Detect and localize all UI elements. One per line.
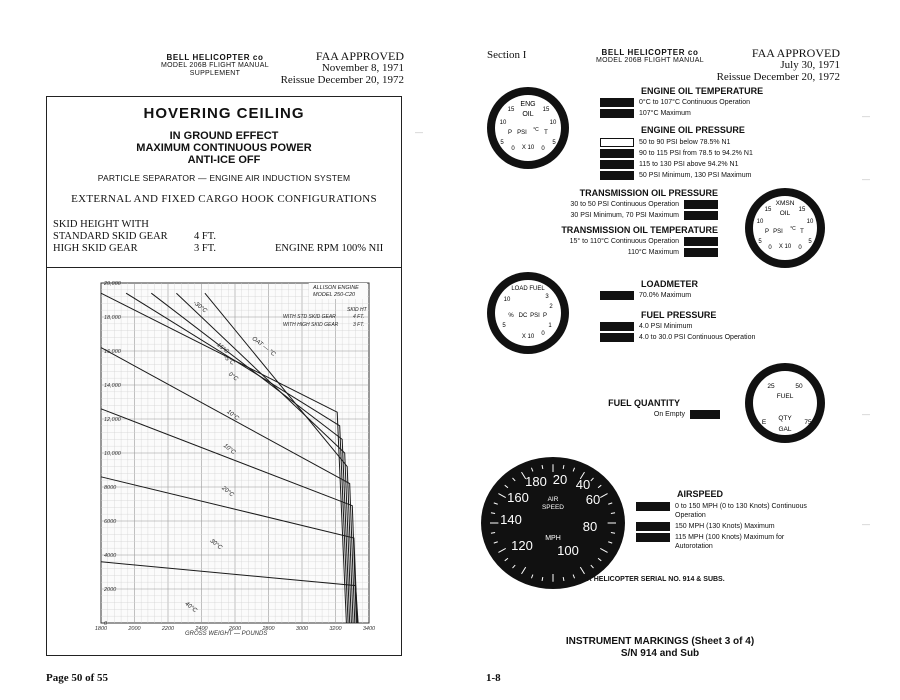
std-skid-note: WITH STD SKID GEAR <box>283 314 336 320</box>
high-skid-note-val: 3 FT. <box>353 322 365 328</box>
y-tick-label: 6000 <box>104 519 117 525</box>
trans-press-r1: 30 to 50 PSI Continuous Operation <box>570 201 679 208</box>
engine-rpm: ENGINE RPM 100% NII <box>275 243 384 254</box>
left-footer-page: Page 50 of 55 <box>46 672 109 684</box>
chart-grid <box>101 283 369 623</box>
fuel-quantity-title: FUEL QUANTITY <box>608 398 680 408</box>
std-gear-label: STANDARD SKID GEAR <box>53 231 168 242</box>
xmsn-gauge-rr: T <box>800 229 804 235</box>
particle-separator: PARTICLE SEPARATOR — ENGINE AIR INDUCTION SYSTEM <box>97 173 351 183</box>
air-label-1: AIR <box>547 496 559 503</box>
fuel-press-swatch-1 <box>600 322 634 331</box>
trans-temp-r2: 110°C Maximum <box>627 249 679 256</box>
eng-press-r4: 50 PSI Minimum, 130 PSI Maximum <box>639 172 752 179</box>
section-label: Section I <box>487 49 527 61</box>
loadmeter-swatch <box>600 291 634 300</box>
xmsn-gauge-n6: 5 <box>808 239 812 245</box>
series-label-0: -30°C <box>191 300 208 315</box>
hovering-ceiling-chart <box>47 269 401 655</box>
loadmeter-title: LOADMETER <box>641 279 698 289</box>
eng-temp-swatch-1 <box>600 98 634 107</box>
airspeed-r3b: Autorotation <box>675 543 713 550</box>
eng-gauge-mid: OIL <box>522 111 534 118</box>
x-tick-label: 2000 <box>128 626 141 632</box>
load-gauge-bot: X 10 <box>521 334 535 340</box>
high-gear-value: 3 FT. <box>194 243 216 254</box>
trans-temp-swatch-2 <box>684 248 718 257</box>
airspeed-r1b: Operation <box>675 512 706 519</box>
y-tick-label: 16,000 <box>104 349 121 355</box>
trans-press-swatch-2 <box>684 211 718 220</box>
xmsn-gauge-n7: 0 <box>768 245 772 251</box>
right-header-block <box>590 49 710 65</box>
eng-gauge-top: ENG <box>520 101 536 108</box>
x-tick-label: 3000 <box>295 626 309 632</box>
eng-gauge-n7: 0 <box>511 146 515 152</box>
xmsn-gauge-c: PSI <box>773 229 783 235</box>
xmsn-gauge-l: P <box>764 229 770 235</box>
trans-oil-temp-block <box>500 225 718 257</box>
skid-ht-annotation: SKID HT <box>347 307 367 313</box>
series-label-7: 20°C <box>220 485 235 499</box>
sub-anti-ice: ANTI-ICE OFF <box>187 154 261 166</box>
fuel-qty-r1: On Empty <box>653 411 685 418</box>
air-n-60: 60 <box>585 492 601 507</box>
fuel-gauge-n4: E <box>761 419 767 426</box>
y-tick-label: 12,000 <box>104 417 121 423</box>
binder-mark: — <box>415 128 423 137</box>
xmsn-gauge-n8: 0 <box>798 245 802 251</box>
right-header-manual: MODEL 206B FLIGHT MANUAL <box>596 57 704 64</box>
fuel-qty-swatch <box>690 410 720 419</box>
airspeed-r3: 115 MPH (100 Knots) Maximum for <box>675 534 785 541</box>
eng-press-swatch-3 <box>600 160 634 169</box>
left-header-supplement: SUPPLEMENT <box>189 70 241 77</box>
series-label-4: 0°C <box>227 371 239 383</box>
engine-oil-pressure-block <box>600 125 790 180</box>
engine-annotation-2: MODEL 250-C20 <box>313 292 356 298</box>
right-faa-block <box>700 47 840 83</box>
binder-mark: — <box>862 410 870 419</box>
trans-press-r2: 30 PSI Minimum, 70 PSI Maximum <box>570 212 679 219</box>
eng-gauge-bot: X 10 <box>521 145 535 151</box>
x-tick-label: 3400 <box>362 626 376 632</box>
series-label-2: -15°C <box>213 341 230 356</box>
binder-mark: — <box>862 520 870 529</box>
skid-height-label: SKID HEIGHT WITH <box>53 219 149 230</box>
eng-gauge-n4: 10 <box>549 120 557 126</box>
y-tick-label: 20,000 <box>104 281 121 287</box>
engine-oil-temp-block <box>600 86 770 118</box>
load-gauge-n1: 10 <box>503 297 511 303</box>
eng-temp-swatch-2 <box>600 109 634 118</box>
eng-press-r3: 115 to 130 PSI above 94.2% N1 <box>639 161 739 168</box>
std-gear-value: 4 FT. <box>194 231 216 242</box>
xmsn-gauge-top: XMSN <box>775 200 795 207</box>
fuel-quantity-gauge <box>744 362 826 444</box>
trans-temp-r1: 15° to 110°C Continuous Operation <box>569 238 679 245</box>
xmsn-gauge-n2: 15 <box>798 207 806 213</box>
fuel-gauge-n3: 75 <box>804 419 812 426</box>
eng-gauge-n8: 0 <box>541 146 545 152</box>
y-tick-label: 2000 <box>104 587 117 593</box>
engine-oil-pressure-title: ENGINE OIL PRESSURE <box>641 125 745 135</box>
high-gear-label: HIGH SKID GEAR <box>53 243 138 254</box>
x-tick-label: 2600 <box>228 626 242 632</box>
load-gauge-top: LOAD FUEL <box>511 286 545 292</box>
eng-gauge-n5: 5 <box>500 140 504 146</box>
y-tick-label: 18,000 <box>104 315 121 321</box>
loadmeter-fuel-pressure-gauge <box>486 271 570 355</box>
trans-temp-swatch-1 <box>684 237 718 246</box>
eng-gauge-r: °C <box>533 127 539 133</box>
load-gauge-r: PSI <box>530 313 540 319</box>
left-faa-date2: Reissue December 20, 1972 <box>280 74 404 86</box>
airspeed-tick <box>491 533 495 534</box>
right-faa-date2: Reissue December 20, 1972 <box>716 71 840 83</box>
load-gauge-n4: 5 <box>502 323 506 329</box>
y-tick-label: 4000 <box>104 553 117 559</box>
airspeed-r1: 0 to 150 MPH (0 to 130 Knots) Continuous <box>675 503 807 510</box>
eng-gauge-l: P <box>507 130 513 136</box>
y-tick-label: 14,000 <box>104 383 121 389</box>
eng-gauge-n1: 15 <box>507 107 515 113</box>
x-axis-label: GROSS WEIGHT — POUNDS <box>185 631 268 637</box>
series-label-9: 40°C <box>183 601 198 615</box>
fuel-press-r2: 4.0 to 30.0 PSI Continuous Operation <box>639 334 756 341</box>
load-gauge-n5: 1 <box>548 323 552 329</box>
figure-caption-1: INSTRUMENT MARKINGS (Sheet 3 of 4) <box>565 636 755 647</box>
fuel-gauge-n1: 25 <box>767 383 775 390</box>
fuel-pressure-title: FUEL PRESSURE <box>641 310 717 320</box>
hovering-ceiling-box <box>46 96 402 656</box>
engine-annotation-1: ALLISON ENGINE <box>313 285 359 291</box>
eng-press-swatch-2 <box>600 149 634 158</box>
left-header-block <box>160 54 270 78</box>
right-faa-date1: July 30, 1971 <box>780 59 840 71</box>
xmsn-gauge-n3: 10 <box>756 219 764 225</box>
left-header-manual: MODEL 206B FLIGHT MANUAL <box>161 62 269 69</box>
eng-temp-r1: 0°C to 107°C Continuous Operation <box>639 99 751 106</box>
y-tick-label: 10,000 <box>104 451 121 457</box>
eng-press-swatch-1 <box>600 138 634 147</box>
fuel-press-swatch-2 <box>600 333 634 342</box>
airspeed-block <box>636 489 836 551</box>
eng-gauge-n6: 5 <box>552 140 556 146</box>
fuel-gauge-top: FUEL <box>776 393 794 400</box>
trans-oil-pressure-block <box>500 188 718 220</box>
fuel-pressure-block <box>600 310 800 342</box>
eng-press-r1: 50 to 90 PSI below 78.5% N1 <box>639 139 731 146</box>
right-header-company: BELL HELICOPTER co <box>601 48 699 57</box>
x-tick-label: 1800 <box>94 626 108 632</box>
left-header-company: BELL HELICOPTER co <box>166 53 264 62</box>
fuel-press-r1: 4.0 PSI Minimum <box>639 323 693 330</box>
binder-mark: — <box>862 175 870 184</box>
right-page-number: 1-8 <box>486 672 501 684</box>
airspeed-swatch-2 <box>636 522 670 531</box>
series-label-3: -5°C <box>222 354 236 367</box>
airspeed-tick <box>611 513 615 514</box>
sub-max-power: MAXIMUM CONTINUOUS POWER <box>136 142 312 154</box>
engine-oil-gauge <box>486 86 570 170</box>
binder-mark: — <box>862 112 870 121</box>
sub-ground-effect: IN GROUND EFFECT <box>169 130 279 142</box>
chart-title: HOVERING CEILING <box>143 105 305 122</box>
series-label-1: OAT — °C <box>250 335 277 358</box>
air-label-2: SPEED <box>541 504 565 511</box>
x-tick-label: 2200 <box>161 626 175 632</box>
air-n-40: 40 <box>575 477 591 492</box>
load-gauge-l: % <box>508 313 514 319</box>
air-unit: MPH <box>545 535 561 542</box>
airspeed-tick <box>491 513 495 514</box>
air-n-140: 140 <box>500 512 522 527</box>
trans-press-swatch-1 <box>684 200 718 209</box>
high-skid-note: WITH HIGH SKID GEAR <box>283 322 339 328</box>
xmsn-gauge-n1: 15 <box>764 207 772 213</box>
air-n-120: 120 <box>511 538 533 553</box>
y-tick-label: 8000 <box>104 485 117 491</box>
load-gauge-n3: 2 <box>549 304 553 310</box>
eng-gauge-c: PSI <box>517 130 527 136</box>
loadmeter-r1: 70.0% Maximum <box>639 292 692 299</box>
load-gauge-c: DC <box>518 313 528 319</box>
airspeed-gauge <box>480 456 626 590</box>
xmsn-gauge-mid: OIL <box>779 210 791 217</box>
eng-gauge-n3: 10 <box>499 120 507 126</box>
x-tick-label: 3200 <box>329 626 342 632</box>
load-gauge-n2: 3 <box>545 294 549 300</box>
eng-temp-r2: 107°C Maximum <box>639 110 691 117</box>
air-n-160: 160 <box>507 490 529 505</box>
cargo-config: EXTERNAL AND FIXED CARGO HOOK CONFIGURATIONS <box>71 193 377 205</box>
airspeed-swatch-3 <box>636 533 670 542</box>
right-faa-title: FAA APPROVED <box>751 46 840 60</box>
air-n-100: 100 <box>557 543 579 558</box>
air-n-80: 80 <box>582 519 598 534</box>
fuel-gauge-n2: 50 <box>795 383 803 390</box>
transmission-oil-gauge <box>744 187 826 269</box>
series-label-8: 30°C <box>208 538 223 552</box>
trans-oil-temp-title: TRANSMISSION OIL TEMPERATURE <box>561 225 718 235</box>
chart-divider <box>47 267 401 268</box>
xmsn-gauge-bot: X 10 <box>778 244 792 250</box>
series-label-5: 10°C <box>225 409 240 423</box>
airspeed-title: AIRSPEED <box>677 489 724 499</box>
series-label-6: 10°C <box>222 443 237 457</box>
airspeed-r2: 150 MPH (130 Knots) Maximum <box>675 523 775 530</box>
airspeed-tick <box>611 533 615 534</box>
eng-gauge-rr: T <box>544 130 548 136</box>
load-gauge-n6: 0 <box>541 331 545 337</box>
loadmeter-block <box>600 279 790 300</box>
fuel-gauge-mid: QTY <box>778 415 792 422</box>
figure-caption-2: S/N 914 and Sub <box>620 648 700 659</box>
fuel-gauge-bot: GAL <box>778 426 792 433</box>
x-tick-label: 2400 <box>195 626 208 632</box>
air-n-180: 180 <box>525 474 547 489</box>
left-faa-title: FAA APPROVED <box>315 49 404 63</box>
trans-oil-pressure-title: TRANSMISSION OIL PRESSURE <box>579 188 718 198</box>
fuel-quantity-block <box>580 398 720 419</box>
air-n-20: 20 <box>552 472 568 487</box>
eng-press-swatch-4 <box>600 171 634 180</box>
xmsn-gauge-r: °C <box>790 226 796 232</box>
x-tick-label: 2800 <box>262 626 275 632</box>
airspeed-swatch-1 <box>636 502 670 511</box>
xmsn-gauge-n4: 10 <box>806 219 814 225</box>
serial-note: FOR HELICOPTER SERIAL NO. 914 & SUBS. <box>577 576 725 583</box>
left-faa-block <box>276 50 404 86</box>
std-skid-note-val: 4 FT. <box>353 314 365 320</box>
left-faa-date1: November 8, 1971 <box>321 62 404 74</box>
xmsn-gauge-n5: 5 <box>758 239 762 245</box>
eng-gauge-n2: 15 <box>542 107 550 113</box>
y-tick-label: 0 <box>104 621 108 627</box>
eng-press-r2: 90 to 115 PSI from 78.5 to 94.2% N1 <box>639 150 753 157</box>
figure-caption <box>540 636 780 660</box>
load-gauge-rr: P <box>542 313 548 319</box>
engine-oil-temp-title: ENGINE OIL TEMPERATURE <box>641 86 764 96</box>
